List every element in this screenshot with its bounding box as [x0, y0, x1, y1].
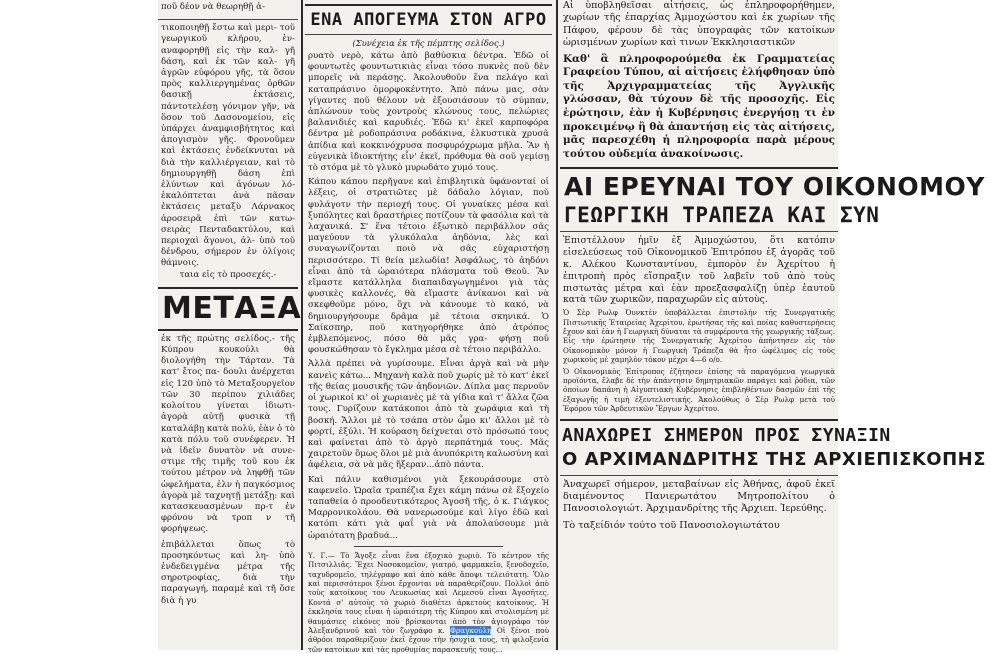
left-paragraph-3: ἐπιβάλλεται ὅπως τὸ προσηκόντως καὶ λη- ὑπὸ ἐνδεδειγμένα μέτρα τῆς σηροτροφίας, διὰ τὴν παραγωγή, παραμέ καὶ τῆ ὅσε διὰ ἡ γυ — [161, 539, 295, 606]
right-paragraph-3: Ἐπιστέλλουν ἡμῖν ἐξ Ἀμμοχώστου, ὅτι κατόπιν εἰσελεύσεως τοῦ Οἰκονομικοῦ Ἐπιτρόπου ἐξ ἀγορᾶς τοῦ κ. Αλέκου Κωνσταντίνου, ἐμπορὸν ἐν Ἀχερίτου ἡ ἐπιτροπὴ πρὸς εἴσπραξιν τοῦ λαβεῖν τοῦ ἀπὸ τοὺς πιστωτὰς μέτρα καὶ ἐὰν προεξασφαλίζῃ ὑπὲρ ἑαυτοῦ κατὰ τῶν χωρικῶν, παραχωρῶν εἰς αὐτοὺς. — [563, 235, 835, 306]
middle-continued-note: (Συνέχεια ἐκ τῆς πέμπτης σελίδος.) — [352, 38, 505, 48]
middle-footnote-highlight: Φραγκούλη — [450, 625, 492, 635]
middle-footnote — [305, 551, 552, 654]
right-headline-1: ΑΙ ΕΡΕΥΝΑΙ ΤΟΥ ΟΙΚΟΝΟΜΟΥ — [564, 172, 985, 202]
middle-footnote-text: Υ. Γ.— Τὸ Ἄγοξε εἶναι ἕνα ἐξοχικὸ χωριὸ. Τὸ κέντρον τῆς Πιτσιλλιᾶς. Ἔχει Νοσοκομεῖον, γιατρό, φαρμακεῖο, ξενοδοχεῖο, ταχυδρομεῖο, τηλέγραφο καὶ ἀπὸ κάθε ἄποψι τελειότατη. Ὅλο καὶ περισσότεροι ξένοι ἔρχονται νὰ παραθερίζουν. Πολλοὶ ἀπὸ τοὺς κατοίκους του Λευκωσίας καὶ Λεμεσοῦ εἶναι Ἀγοσῆτες. Κοντά σ' αὐτοὺς τὸ χωριὸ διαθέτει ἀρκετοὺς κατοίκους. Ἡ ἐκκλησία τους εἶναι ἡ ὡραιότερη τῆς Κύπρου καὶ στολισμένη μὲ θαυμάσιες εἰκόνες ποὺ βρίσκονται ἀπὸ τὸν ἀγιογράφο τὸν Ἀλεξανδρινοῦ καὶ τὸν ζωγράφο κ. — [308, 550, 549, 635]
left-rule — [158, 19, 298, 20]
right-rule-1 — [560, 167, 838, 169]
right-rule-4 — [560, 475, 838, 476]
middle-headline: ΕΝΑ ΑΠΟΓΕΥΜΑ ΣΤΟΝ ΑΓΡΟ — [310, 10, 547, 30]
left-rule-2 — [158, 287, 298, 289]
left-rule-3 — [158, 329, 298, 331]
right-paragraph-5: Ὁ Οἰκονομικὸς Ἐπίτροπος ἐζήτησεν ἐπίσης τὰ παραγόμενα γεωργικὰ προϊόντα, ἔλαβε δὲ τὴν ἀπάντησιν δημητριακῶν παράγει καὶ ῥόδια, τῶν ὁποίων δαπάνη ἡ Αἰγυπτιακὴ Κυβέρνησις ἐπιβληθέντων δασμῶν ἐπὶ τῆς ἐξαγωγῆς ἡ τιμὴ ἐξευτελιστικής. Ἀκολούθως ὁ Σὲρ Ρωλφ μετὰ τοῦ Ἐφόρου τῶν Ἀρδευτικῶν Ἔργων Ἀχερίτου. — [563, 366, 835, 414]
right-paragraph-7: Τὸ ταξείδιόν τούτο τοῦ Πανοσιολογιωτάτου — [563, 519, 780, 531]
middle-top-rule — [305, 4, 552, 6]
right-paragraph-2: Καθ' ἃ πληροφορούμεθα ἐκ Γραμματείας Γραφείου Τύπου, αἱ αἰτήσεις ἐλήφθησαν ὑπὸ τῆς Ἀρχιγραμματείας τῆς Ἀγγλικῆς γλώσσαν, θὰ τύχουν δὲ τῆς προσοχῆς. Εἰς ἐρώτησιν, ἐὰν ἡ Κυβέρνησις ἐνεργήσῃ τι ἐν προκειμένῳ ἢ θὰ ἀπαντήσῃ εἰς τὰς αἰτήσεις, μᾶς παρεσχέθη ἡ πληροφορία παρὰ μέρους τούτου οὐδεμία ἀνακοίνωσις. — [563, 52, 835, 160]
left-headline: ΜΕΤΑΞΑ — [162, 290, 302, 326]
left-paragraph-1-end: ταια εἰς τὸ προσεχές.- — [179, 269, 277, 280]
middle-paragraph-3: Ἀλλὰ πρέπει νὰ γυρίσουμε. Εἶναι ἀργὰ καὶ νὰ μὴν κανεὶς κάτω... Μηχανὴ καλὰ ποῦ χωρίς μὲ τὸ κατ' ἐκεῖ τῆς θείας μουσικῆς τῶν ἀηδονιῶν. Δίπλα μας περνοῦν οἱ χωρικοί κι' οἱ χωριανὲς μὲ τὰ γίδια καὶ τ' ἄλλα ζῶα τους. Γυρίζουν κατάκοποι ἀπὸ τὰ χωράφια καὶ τὴ βοσκή. Ἄλλοι μὲ τὸ τσάπα στὸν ὦμο κι' ἄλλοι μὲ τὸ φορτί, ἐξύλι. Ἡ κούραση δείχνεται στὸ πρόσωπό τους καὶ φαίνεται ἀπὸ τὸ ἀργὸ περπάτημά τους. Μᾶς χαιρετοῦν ὅμως ὅλοι μὲ μιὰ ἀνυπόκριτη καλωσύνη καὶ ἀφέλεια, σὰ νὰ μᾶς ἤξεραν...ἀπὸ πάντα. — [308, 359, 549, 471]
middle-note-rule — [354, 546, 502, 547]
middle-paragraph-1: ρυατὸ νερὸ, κάτω ἀπὸ βαθύσκια δέντρα. Ἐδῶ οἱ φουντωτὲς φουντωτικιὰς εἶναι τόσο πυκνὲς ποῦ δὲν μπορεῖς νὰ περάσῃς. Ἀκολουθοῦν ἕνα πελάγο καὶ καταπράσινο ὁμορφοκέντητο. Ἀπὸ πάνω μας, σὰν γίγαντες ποῦ θέλουν νὰ ἐξουσιάσουν τὸ σύμπαν, ἁπλώνουν τοὺς χοντροὺς κλώνους τους, πελώριες βαλανιδιές καὶ καρυδιές. Ἐδῶ κι' ἐκεῖ καρποφόρα δέντρα μὲ ροδοπράσινα ροδάκινα, ἑλκυστικὰ χρυσᾶ ἀπίδια καὶ κοκκινόχρυσα ποσφυρόχρωμα μῆλα. Ἂν ἡ εὐγενικὰ ἰδιοκτήτης εἶν' ἐκεῖ, πρόθυμα θὰ σοῦ γεμίσῃ τὸ στόμα μὲ τὸ γλυκὸ μυρωδάτο χυμό τους. — [308, 51, 549, 174]
right-column — [560, 0, 987, 650]
right-rule-3 — [560, 419, 838, 421]
left-column — [158, 0, 302, 650]
middle-paragraph-4: Καὶ πάλιν καθισμένοι γιὰ ξεκουράσουμε στὸ καφενεῖο. Ὡραῖα τραπέζια ἔχει κάμη πάνω σὲ ἕξοχείο ταπαθεία ὁ προοδευτικότερος Ἀγοσῆ τῆς, ὁ κ. Γιάγκος Μαρρονικολάου. Θὰ νανερωσούμε καὶ λίγο ἐδῶ καὶ κατόπι κάτι γιὰ φαΐ γιὰ νὰ ἀπολαύσουμε μιὰ ὡραιότατη βραδυά... — [308, 474, 549, 541]
left-paragraph-1: τικοποιηθῇ ἔστω καὶ μερι- τοῦ γεωργικοῦ κλήρου, ἐν- αναφορηθῇ εἰς τὴν καλ- γῆ δάση, καὶ ἐκ τῶν καλ- γῆ ἀγρῶν εὐφόρου γῆς, τὰ ὅσον πρὸς καλλιεργημένας ὀρθῶν δασικῇ ἐκτάσεις, πάντοτελέσῃ γόνιμον γῆν, νὰ ὅσον τοῦ Δασονομείου, εἰς ὑπάρχει ἀναμφισβήτητος καὶ ἀπογισμὸν γῆς. Φρονοῦμεν καὶ ἐκτάσεις ἐνδείκνυται νὰ διὰ τὴν καλλιέργειαν, καὶ τὸ δημιουργηθῇ δάση ἐπὶ ἐλύντων καὶ ἀγόνων λό- ἐκαλόπτεται ἀνὰ πᾶσαν ἐκτάσεις μεταξὺ Λάρνακος ἀροσειρᾶ ἐπὶ τῶν κατω- σειρὰς Πενταδακτύλου, καὶ περιοχαὶ ἄγονοι, ἀλ- ὑπὸ τοῦ δένδρου, σήμερον ἐν ὀλίγοις θάμνοις. — [161, 23, 295, 269]
right-rule-2 — [560, 231, 838, 232]
left-paragraph-2: ἐκ τῆς πρώτης σελίδος.- τῆς Κύπρου κουκούλι θὰ διολογήθη τὴν Τάρταν. Τὰ κατ' ἔτος πα- δουλι ἀνέρχεται εἰς 120 ὑπὸ τὸ Μεταξουργεῖον τῶν 30 περίπου χιλιάδες κολοίτου γίνεται ἰδιωτι- ἀγορὰ αὐτῇ φυσικὰ τῇ καταλάβῃ κατὰ πολύ, ἐὰν ὁ τὸ κατὰ πόλυ τοῦ συνέφερεν. Ἡ νὰ ἰδεῖν δυνατὸν νὰ συνε- στιμε τῆς τιμῆς τοῦ κου ἐκ τούτου μέτρον νὰ ληφθῇ τῶν ὠφελήματα, ἐλν ἡ παγκόσμιος ἀγορὰ μὲ ταχνητῇ μετάξῃ: καὶ κατασκευασμένων πρ-τ ἐν φρόνου νὰ τροπ ν τῆ φορήψεως. — [161, 333, 295, 535]
column-rule-1 — [301, 0, 303, 650]
middle-headline-rule — [305, 34, 552, 35]
middle-footnote-end: Οἱ ξένοι ποὺ ἀθρόοι παραθερίζουν ἐκεῖ ἔχουν τὴν ἡσυχία τους, τὴ φιλοξενία τῶν κατοίκων καὶ τὰς προθυμίας παρασκευῆς τους... — [308, 625, 549, 654]
middle-column — [305, 0, 552, 654]
right-headline-3: ΑΝΑΧΩΡΕΙ ΣΗΜΕΡΟΝ ΠΡΟΣ ΣΥΝΑΞΙΝ — [562, 424, 891, 446]
column-rule-2 — [556, 0, 558, 650]
right-paragraph-4: Ὁ Σὲρ Ρωλφ Ὀυνκτὲν ὑποβάλλεται ἐπιστολὴν τῆς Συνεργατικῆς Πιστωτικῆς Ἑταιρείας Ἀχερίτου, ἐρωτήσας τῆς καὶ ποίας καθυστερήσεις ἔχουν καὶ ἐὰν ἡ Γεωργικὴ δύναται τὰ συμφέροντα τῆς γεωργικῆς τάξεως. Εἰς τὴν ἐρώτησιν τῆς Συνεργατικῆς Ἀχερίτου ἀπήντησεν εἰς τὸν Οἰκονομικὸν μόνον ἡ Γεωργικὴ Τράπεζα θὰ ἦτο ὠφέλιμος εἰς τοὺς χωρικοὺς μὲ χαμηλὸν τόκον μέχρι 4—6 ο/ο. — [563, 308, 835, 365]
right-headline-2: ΓΕΩΡΓΙΚΗ ΤΡΑΠΕΖΑ ΚΑΙ ΣΥΝ — [564, 203, 880, 228]
right-paragraph-1: Αἱ ὑποβληθεῖσαι αἰτήσεις, ὡς ἐπληροφορήθημεν, χωρίων τῆς ἐπαρχίας Ἀμμοχώστου καὶ ἐκ χωρίων τῆς Πάφου, φέρουν δὲ τὰς ὑπογραφὰς τῶν κατοίκων ὡρισμένων χωρίων καὶ τινων Ἐκκλησιαστικῶν — [563, 0, 835, 49]
left-top-line: ποῦ δέον νὰ θεωρηθῇ ἀ- — [161, 2, 265, 12]
middle-paragraph-2: Κάπου κάπου περῆγανε καὶ ἐπιβλητικὰ ὑφάνονταί οἱ λέξεις, οἱ στρατιῶτες μὲ δάδαλο λόγιαν, ποῦ φυλάγοτν τὴν περιοχή τους. Οἱ γυναίκες μέσα καὶ ξυπόλητες καὶ δραστήριες ποτίζουν τὰ φασόλια καὶ τὰ λαχανικά. Σ' ἕνα τέτοιο ἐξωτικὸ περιβάλλον σᾶς μαγεύουν τὰ γλυκόλαλα ἀηδόνια, λὲς καὶ συναγωνίζονται ποιὸ νὰ σᾶς εὐχαριστήσῃ περισσότερο. Τί θεία μελωδία! Ἀσφάλως, τὸ ἀηδόνι εἶναι ἀπὸ τὰ ὡραιότερα πλάσματα τοῦ Θεοῦ. Ἂν εἴμαστε κατάλληλα διαπαιδαγωγημένοι γιὰ τὰς φυσικὲς καλλονές, θὰ εἴμαστε ἀνίκανοι καὶ νὰ σκεφθοῦμε μόνο, ὅχι νὰ κάνουμε τὸ κακό, νὰ δημιουργήσουμε δρᾶμα μὲ τέτοια σκηνικά. Ὁ Σαίκσπηρ, ποῦ κατηγορήθηκε ἀπὸ ἀτρόπος ἐμβλεπόμενος, πόσο θὰ μᾶς γρα- φήσῃ ποῦ φουσκώθησαν τὸ ἔγκλημα μέσα σὲ τέτοιο περιβάλλο. — [308, 177, 549, 356]
right-paragraph-6: Ἀναχωρεῖ σήμερον, μεταβαίνων εἰς Ἀθήνας, ἀφοῦ ἐκεῖ διαμένοντος Πανιερωτάτου Μητροπολίτου ὁ Πανοσιολογιώτ. Ἀρχιμανδρίτης τῆς Ἀρχιεπ. Ἱερεύθης. — [563, 478, 835, 515]
right-headline-4: Ο ΑΡΧΙΜΑΝΔΡΙΤΗΣ ΤΗΣ ΑΡΧΙΕΠΙΣΚΟΠΗΣ — [562, 448, 987, 470]
newspaper-page — [158, 0, 987, 654]
